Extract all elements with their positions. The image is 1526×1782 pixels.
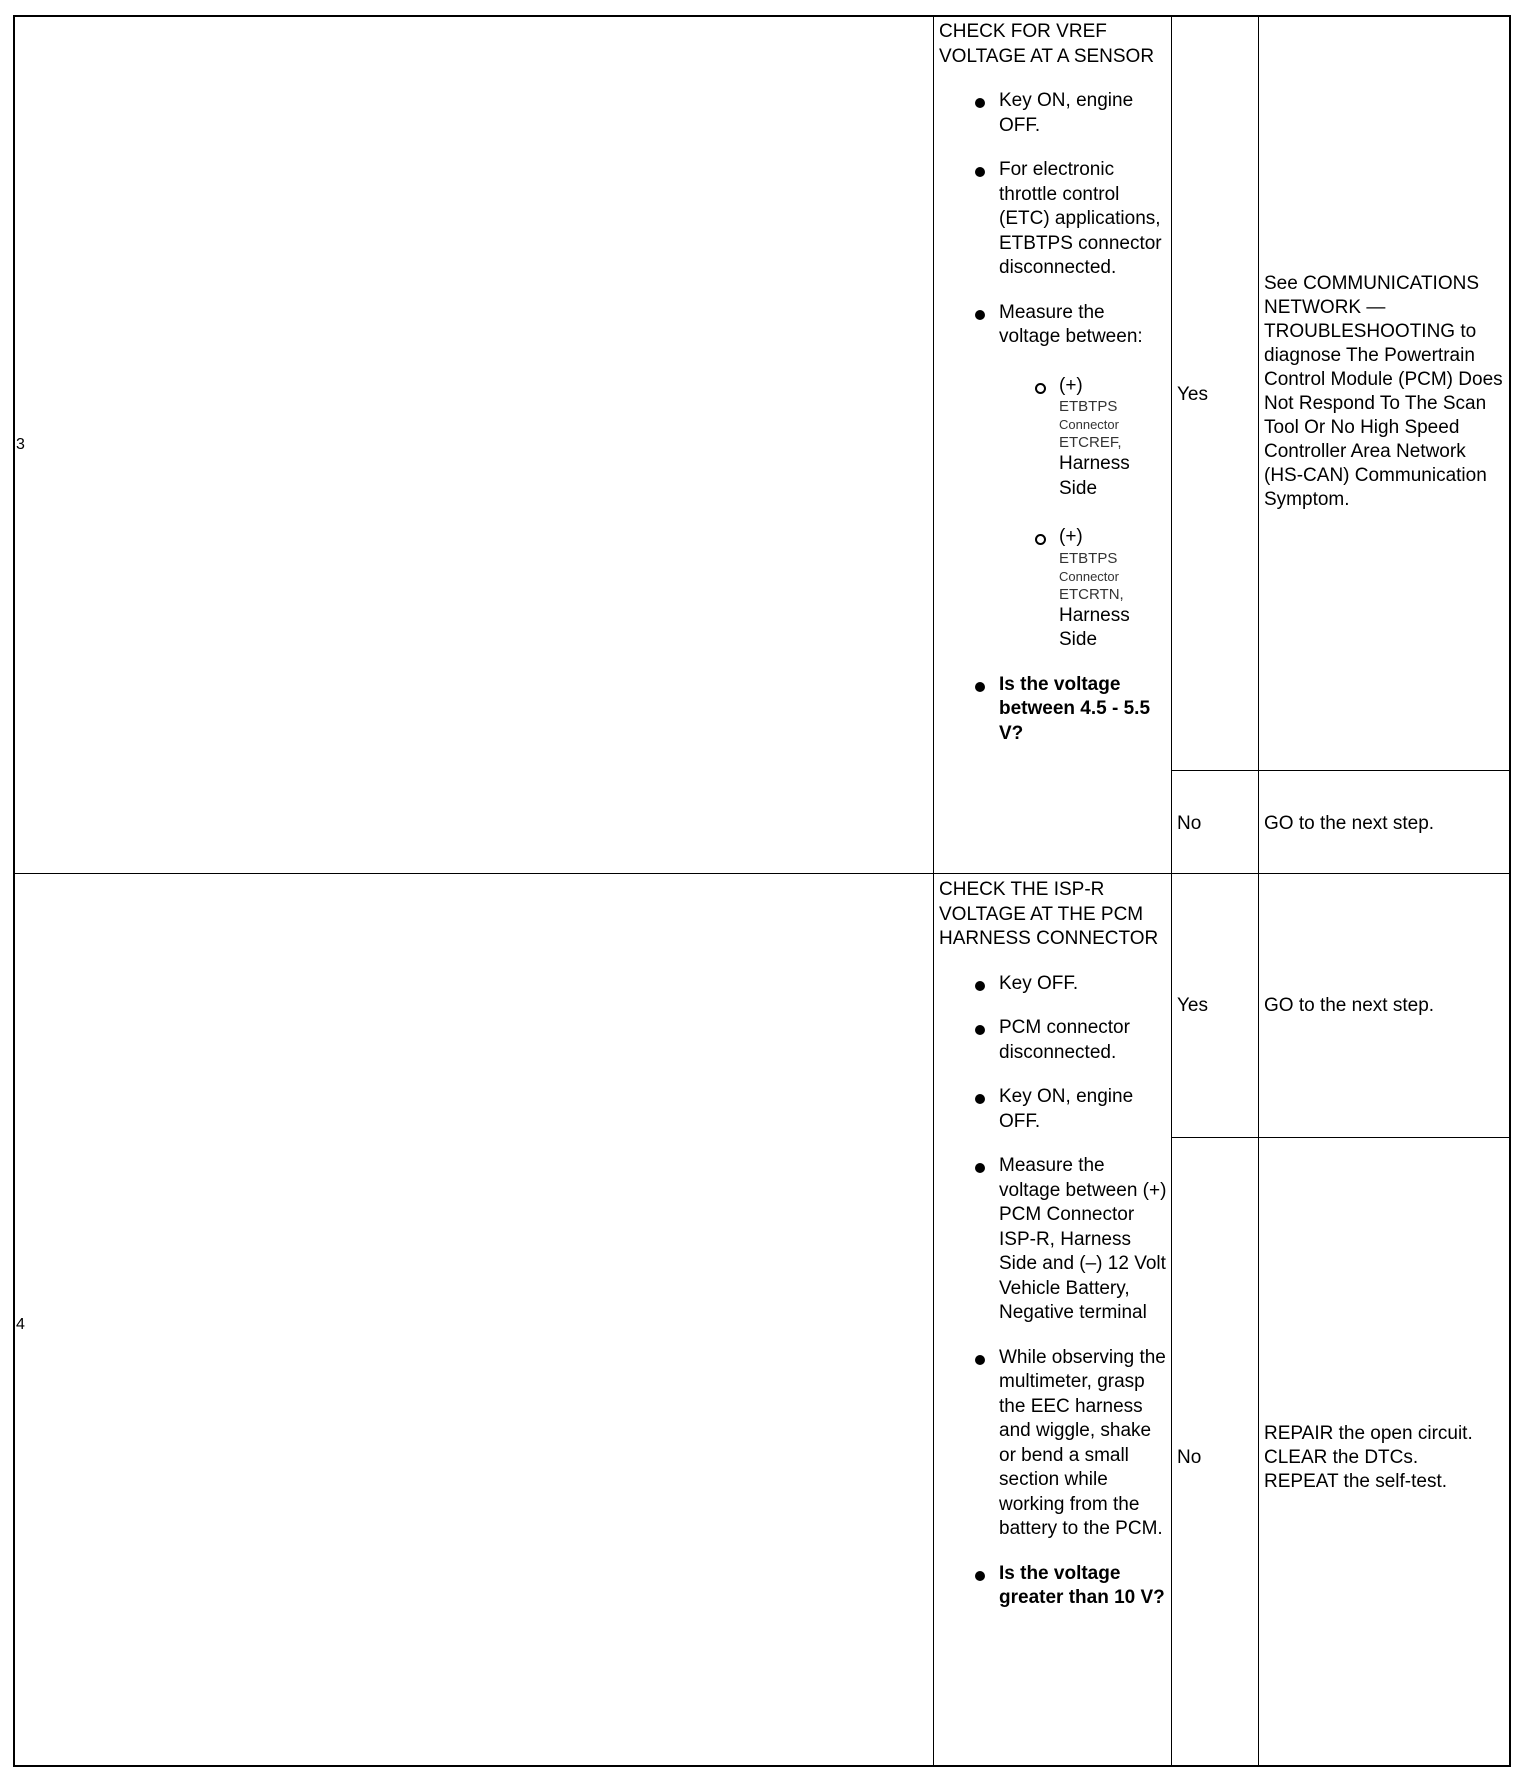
instruction-text: Measure the voltage between: (999, 301, 1143, 347)
pin-name: ETCRTN, (1059, 585, 1124, 603)
yes-label: Yes (1177, 384, 1208, 405)
yes-action: GO to the next step. (1264, 995, 1435, 1016)
connector-label: Connector (1059, 417, 1119, 432)
polarity: (+) (1059, 374, 1083, 396)
instruction-item: Key ON, engine OFF. (939, 1085, 1167, 1134)
polarity: (+) (1059, 526, 1083, 547)
step-4-instructions (939, 878, 1167, 1611)
harness-side: Harness Side (1059, 453, 1130, 499)
no-action: GO to the next step. (1264, 813, 1435, 834)
question-item: Is the voltage greater than 10 V? (939, 1562, 1167, 1611)
answer-divider (1171, 1137, 1509, 1138)
instruction-item: Key OFF. (939, 972, 1167, 997)
column-divider (933, 16, 934, 1766)
instruction-item: Measure the voltage between (+) PCM Connector ISP-R, Harness Side and (–) 12 Volt Vehicle Battery, Negative terminal (939, 1154, 1167, 1326)
instruction-item (939, 301, 1167, 653)
no-label: No (1177, 1447, 1202, 1468)
no-label: No (1177, 813, 1202, 834)
question-item: Is the voltage between 4.5 - 5.5 V? (939, 673, 1167, 747)
step-title: CHECK THE ISP-R VOLTAGE AT THE PCM HARNESS CONNECTOR (939, 879, 1159, 949)
answer-divider (1171, 770, 1509, 771)
connector-label: Connector (1059, 568, 1119, 584)
pin-name: ETCREF, (1059, 434, 1122, 451)
column-divider (1171, 16, 1172, 1766)
instruction-item: Key ON, engine OFF. (939, 89, 1167, 138)
step-number: 3 (16, 436, 25, 453)
step-title: CHECK FOR VREF VOLTAGE AT A SENSOR (939, 21, 1155, 67)
step-3-instructions (939, 20, 1167, 746)
step-number: 4 (16, 1316, 25, 1333)
harness-side: Harness Side (1059, 604, 1130, 650)
no-action-line: REPEAT the self-test. (1264, 1471, 1448, 1492)
no-action (1264, 1422, 1506, 1494)
connector-name: ETBTPS (1059, 549, 1118, 567)
yes-action: See COMMUNICATIONS NETWORK — TROUBLESHOOTING to diagnose The Powertrain Control Module (PCM) Does Not Respond To The Scan Tool Or No High Speed Controller Area Network (HS-CAN) Communication Symptom. (1264, 273, 1503, 510)
row-divider (15, 873, 1509, 874)
measurement-point (999, 525, 1167, 653)
instruction-item: While observing the multimeter, grasp the EEC harness and wiggle, shake or bend a small section while working from the battery to the PCM. (939, 1346, 1167, 1542)
no-action-line: CLEAR the DTCs. (1264, 1447, 1419, 1468)
column-divider (1258, 16, 1259, 1766)
instruction-item: PCM connector disconnected. (939, 1016, 1167, 1065)
measurement-point (999, 374, 1167, 502)
yes-label: Yes (1177, 995, 1208, 1016)
connector-name: ETBTPS (1059, 398, 1118, 415)
no-action-line: REPAIR the open circuit. (1264, 1423, 1473, 1444)
instruction-item: For electronic throttle control (ETC) applications, ETBTPS connector disconnected. (939, 158, 1167, 281)
